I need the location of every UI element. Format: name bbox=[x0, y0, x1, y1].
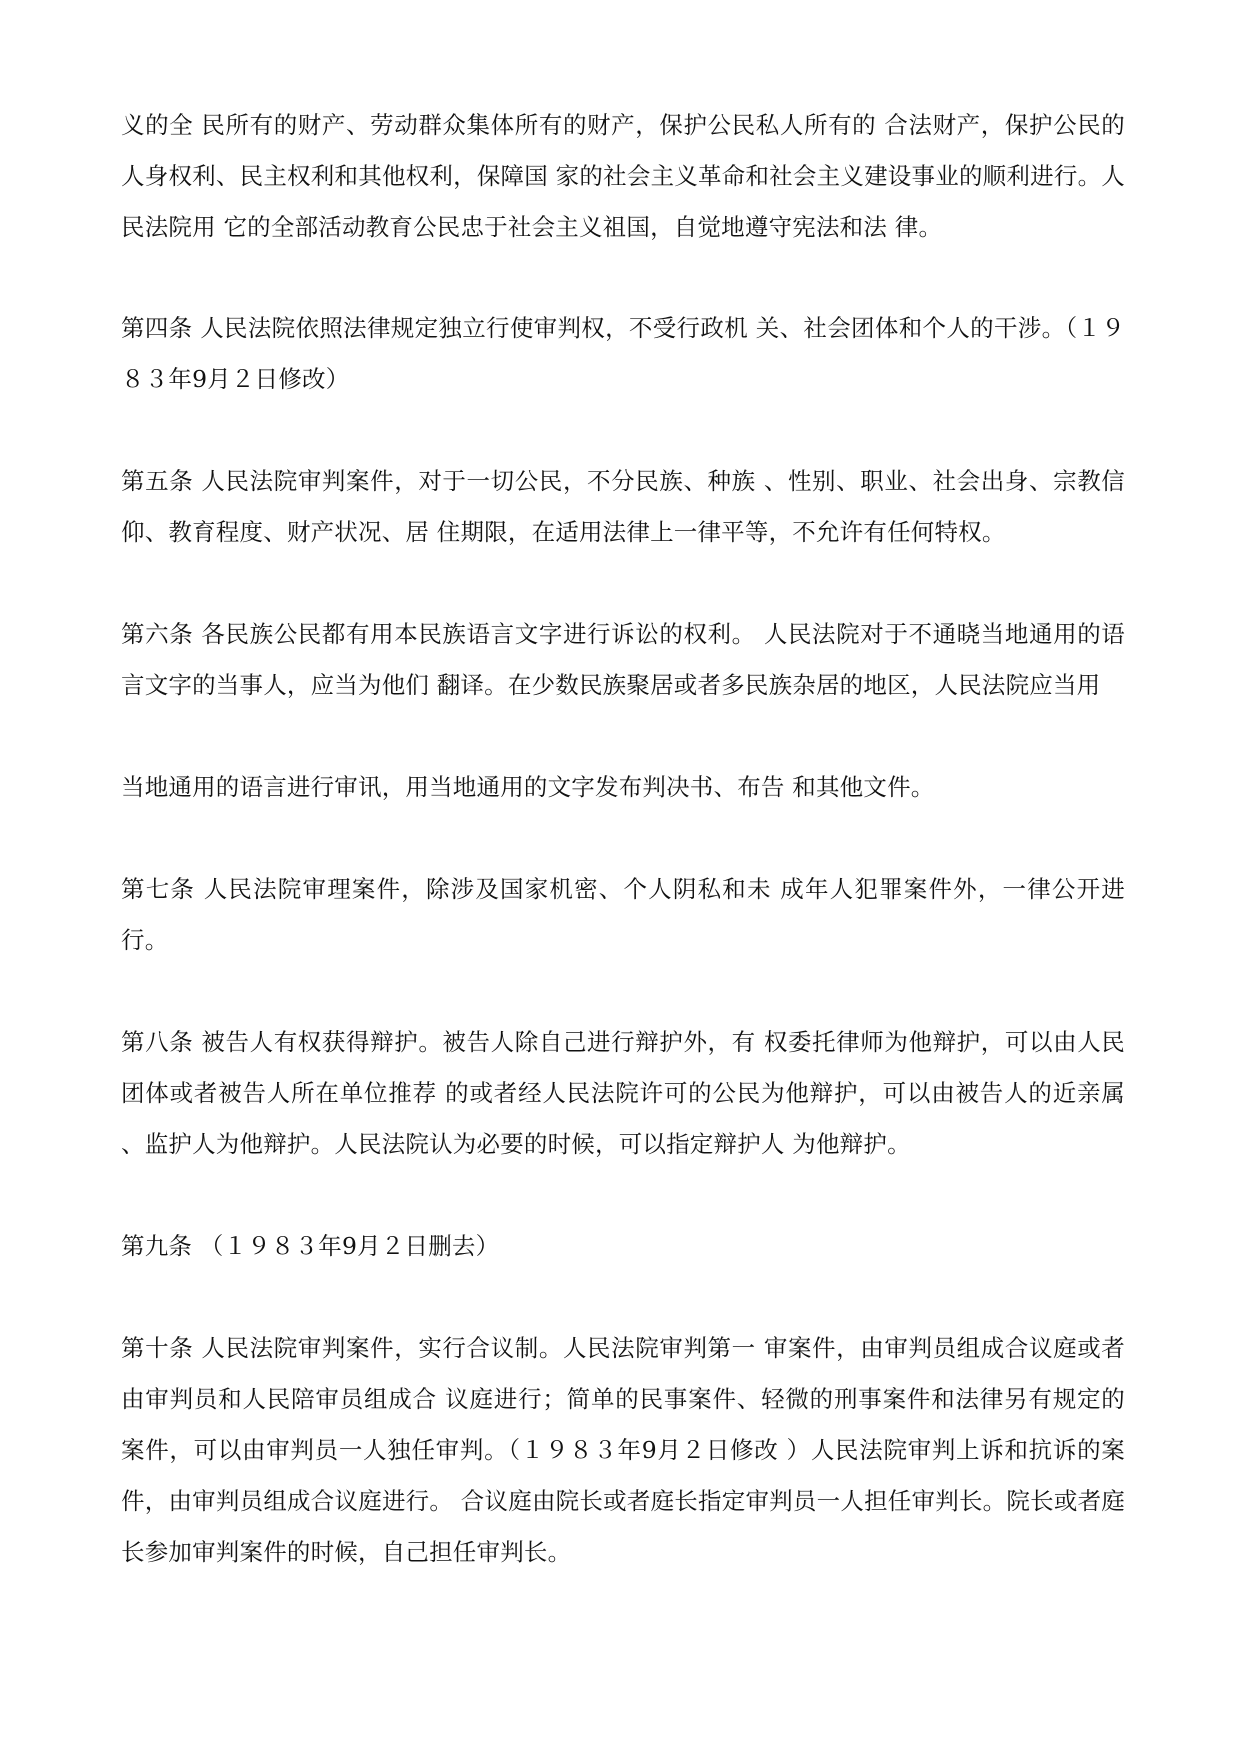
paragraph-article-7: 第七条 人民法院审理案件，除涉及国家机密、个人阴私和未 成年人犯罪案件外，一律公开进行。 bbox=[121, 875, 1125, 954]
paragraph-article-6: 第六条 各民族公民都有用本民族语言文字进行诉讼的权利。 人民法院对于不通晓当地通用的语言文字的当事人，应当为他们 翻译。在少数民族聚居或者多民族杂居的地区，人民法院应当用 bbox=[121, 620, 1125, 699]
paragraph-article-3-continued: 义的全 民所有的财产、劳动群众集体所有的财产，保护公民私人所有的 合法财产，保护公民的人身权利、民主权利和其他权利，保障国 家的社会主义革命和社会主义建设事业的顺利进行。人民法院用 它的全部活动教育公民忠于社会主义祖国，自觉地遵守宪法和法 律。 bbox=[121, 111, 1125, 241]
document-page bbox=[121, 100, 1133, 1629]
paragraph-article-4: 第四条 人民法院依照法律规定独立行使审判权，不受行政机 关、社会团体和个人的干涉。（１９８３年9月２日修改） bbox=[121, 314, 1125, 393]
paragraph-article-8: 第八条 被告人有权获得辩护。被告人除自己进行辩护外，有 权委托律师为他辩护，可以由人民团体或者被告人所在单位推荐 的或者经人民法院许可的公民为他辩护，可以由被告人的近亲属 、监护人为他辩护。人民法院认为必要的时候，可以指定辩护人 为他辩护。 bbox=[121, 1028, 1133, 1158]
paragraph-article-5: 第五条 人民法院审判案件，对于一切公民，不分民族、种族 、性别、职业、社会出身、宗教信仰、教育程度、财产状况、居 住期限，在适用法律上一律平等，不允许有任何特权。 bbox=[121, 467, 1125, 546]
paragraph-article-6-continued: 当地通用的语言进行审讯，用当地通用的文字发布判决书、布告 和其他文件。 bbox=[121, 773, 935, 801]
paragraph-article-9: 第九条 （１９８３年9月２日删去） bbox=[121, 1232, 500, 1260]
paragraph-article-10: 第十条 人民法院审判案件，实行合议制。人民法院审判第一 审案件，由审判员组成合议庭或者由审判员和人民陪审员组成合 议庭进行；简单的民事案件、轻微的刑事案件和法律另有规定的 案件，可以由审判员一人独任审判。（１９８３年9月２日修改 ）人民法院审判上诉和抗诉的案件，由审判员组成合议庭进行。 合议庭由院长或者庭长指定审判员一人担任审判长。院长或者庭 长参加审判案件的时候，自己担任审判长。 bbox=[121, 1334, 1133, 1566]
